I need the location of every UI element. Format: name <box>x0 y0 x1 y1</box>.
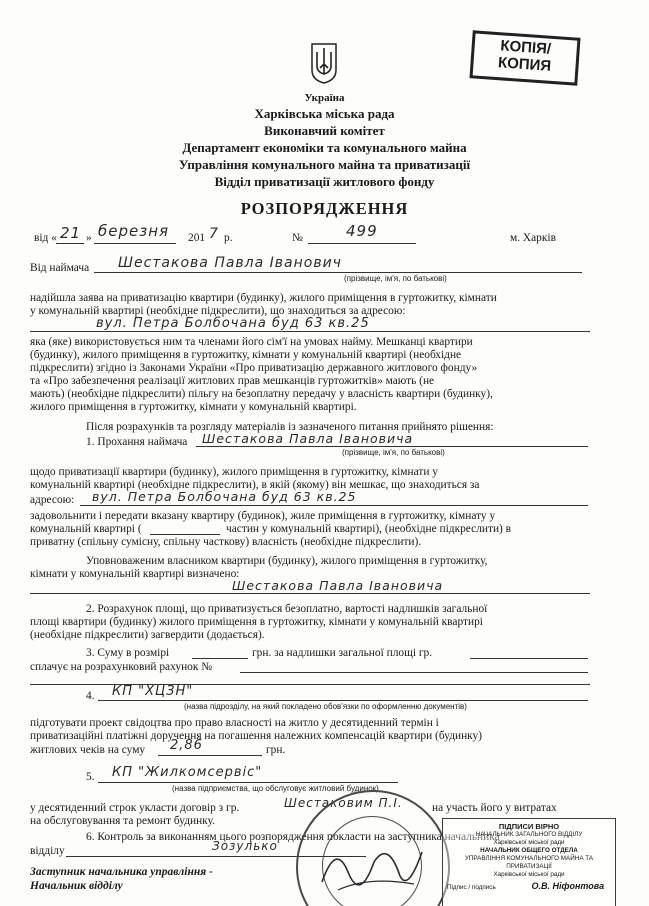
cert-line: НАЧАЛЬНИК ЗАГАЛЬНОГО ВІДДІЛУ <box>475 831 583 838</box>
order-city: м. Харків <box>510 232 556 244</box>
body-line: грн. <box>266 744 286 756</box>
item-5-org: КП "Жилкомсервіс" <box>112 765 263 780</box>
order-year-digit: 7 <box>209 226 219 242</box>
body-line: мають) (необхідне підкреслити) пільгу на безоплатну передачу у власність квартири (будинку), <box>30 388 493 400</box>
item-5-caption: (назва підприємства, що обслуговує житловий будинок) <box>172 784 379 793</box>
header-exec: Виконавчий комітет <box>264 123 385 138</box>
item-4-org: КП "ХЦЗН" <box>112 684 194 699</box>
body-line: на участь його у витратах <box>432 802 557 814</box>
header-dept: Департамент економіки та комунального майна <box>182 140 467 155</box>
contract-person: Шестаковим П.І. <box>284 796 403 810</box>
item-1-caption: (прізвище, ім'я, по батькові) <box>342 448 445 457</box>
body-line: площі квартири (будинку) жилого приміщення в гуртожитку, кімнати у комунальній квартирі <box>30 616 483 628</box>
copy-stamp <box>469 30 580 85</box>
body-line: комунальній квартирі ( <box>30 523 142 535</box>
tenant-name: Шестакова Павла Іванович <box>118 255 342 271</box>
body-line: яка (яке) використовується ним та членами його сім'ї на умовах найму. Мешканці квартири <box>30 336 473 348</box>
cert-line: УПРАВЛІННЯ КОМУНАЛЬНОГО МАЙНА ТА ПРИВАТИЗАЦІЇ <box>464 855 594 870</box>
signature-scribble-icon <box>318 832 428 898</box>
cert-line: Харківської міської ради <box>493 871 565 878</box>
item-4-caption: (назва підрозділу, на який покладено обов'язки по оформленню документів) <box>184 702 467 711</box>
order-year-prefix: 201 <box>188 232 206 244</box>
cert-line: ПІДПИСИ ВІРНО <box>498 822 560 831</box>
body-line: приватну (спільну сумісну, спільну часткову) власність (необхідне підкреслити). <box>30 536 422 548</box>
stamp-line-1: КОПІЯ/ <box>499 37 552 58</box>
trident-emblem-icon <box>310 40 338 84</box>
body-line: приватизаційні платіжні доручення на погашення належних компенсацій квартири (будинку) <box>30 730 483 742</box>
body-line: підкреслити) згідно із Законами України «Про приватизацію державного житлового фонду» <box>30 362 478 374</box>
address-handwritten: вул. Петра Болбочана буд 63 кв.25 <box>92 489 357 504</box>
order-number-label: № <box>292 232 303 244</box>
body-line: комунальній квартирі (необхідне підкреслити), в якій (якому) він мешкає, що знаходиться за <box>30 479 480 491</box>
body-line: на обслуговування та ремонт будинку. <box>30 815 215 827</box>
stamp-line-2: КОПИЯ <box>497 54 552 75</box>
address-label: адресою: <box>30 494 75 506</box>
order-number: 499 <box>346 222 378 240</box>
body-line: підготувати проект свідоцтва про право власності на житло у десятиденний термін і <box>30 717 439 729</box>
body-line: задовольнити і передати вказану квартиру (будинок), жиле приміщення в гуртожитку, кімнату у <box>30 510 496 522</box>
item-6-handwritten: Зозулько <box>212 839 278 853</box>
header-division: Відділ приватизації житлового фонду <box>214 174 435 189</box>
body-line: житлових чеків на суму <box>30 744 146 756</box>
body-line: сплачує на розрахунковий рахунок № <box>30 661 213 673</box>
item-4-label: 4. <box>86 690 95 702</box>
body-line: щодо приватизації квартири (будинку), жилого приміщення в гуртожитку, кімнати у <box>30 466 438 478</box>
body-line: кімнати у комунальній квартирі визначено: <box>30 568 240 580</box>
body-line: жилого приміщення в гуртожитку, кімнати у комунальній квартирі. <box>30 401 357 413</box>
body-line: (необхідне підкреслити) загвердити (додається). <box>30 629 265 641</box>
certification-stamp <box>442 818 616 906</box>
body-line: (будинку), жилого приміщення в гуртожитку, кімнати у комунальній квартирі (необхідне <box>30 349 462 361</box>
item-5-label: 5. <box>86 771 95 783</box>
body-line: 6. Контроль за виконанням цього розпорядження покласти на заступника начальника <box>86 831 500 843</box>
header-country: Україна <box>304 92 345 104</box>
body-line: у десятиденний строк укласти договір з гр. <box>30 802 240 814</box>
header-council: Харківська міська рада <box>254 106 395 121</box>
body-line: 3. Суму в розмірі <box>86 647 170 659</box>
order-from-label: від « <box>34 232 57 244</box>
body-line: 2. Розрахунок площі, що приватизується безоплатно, вартості надлишків загальної <box>86 603 488 615</box>
cert-line: Харківської міської ради <box>493 839 565 846</box>
body-line: грн. за надлишки загальної площі гр. <box>252 647 433 659</box>
signature-title-2: Начальник відділу <box>30 880 123 892</box>
item-1-label: 1. Прохання наймача <box>86 436 188 448</box>
header-admin: Управління комунального майна та приватизації <box>178 157 471 172</box>
tenant-caption: (прізвище, ім'я, по батькові) <box>344 274 447 283</box>
order-day: 21 <box>60 224 82 242</box>
body-line: частин у комунальній квартирі), (необхідне підкреслити) в <box>226 523 512 535</box>
tenant-label: Від наймача <box>30 262 90 274</box>
body-line: та «Про забезпечення реалізації житлових прав мешканців гуртожитків» мають (не <box>30 375 435 387</box>
address-handwritten: вул. Петра Болбочана буд 63 кв.25 <box>96 316 370 331</box>
signature-title-1: Заступник начальника управління - <box>30 866 213 878</box>
body-line: Уповноваженим власником квартири (будинку), жилого приміщення в гуртожитку, <box>86 555 488 567</box>
cheque-amount: 2,86 <box>170 738 203 753</box>
cert-line: НАЧАЛЬНИК ОБЩЕГО ОТДЕЛА <box>480 847 578 854</box>
order-year-suffix: р. <box>224 232 233 244</box>
item-6-label: відділу <box>30 845 65 857</box>
body-line: Після розрахунків та розгляду матеріалів із зазначеного питання прийнято рішення: <box>86 421 494 433</box>
order-month: березня <box>98 222 170 240</box>
cert-sign-label: Підпис / подпись <box>447 884 496 891</box>
order-day-close: » <box>86 232 92 244</box>
body-line: у комунальній квартирі (необхідне підкреслити), що знаходиться за адресою: <box>30 305 406 317</box>
owner-name: Шестакова Павла Івановича <box>232 578 444 593</box>
document-title: РОЗПОРЯДЖЕННЯ <box>240 199 409 218</box>
cert-name: О.В. Ніфонтова <box>531 881 605 891</box>
body-line: надійшла заява на приватизацію квартири (будинку), жилого приміщення в гуртожитку, кімнати <box>30 292 497 304</box>
item-1-name: Шестакова Павла Івановича <box>202 431 414 446</box>
